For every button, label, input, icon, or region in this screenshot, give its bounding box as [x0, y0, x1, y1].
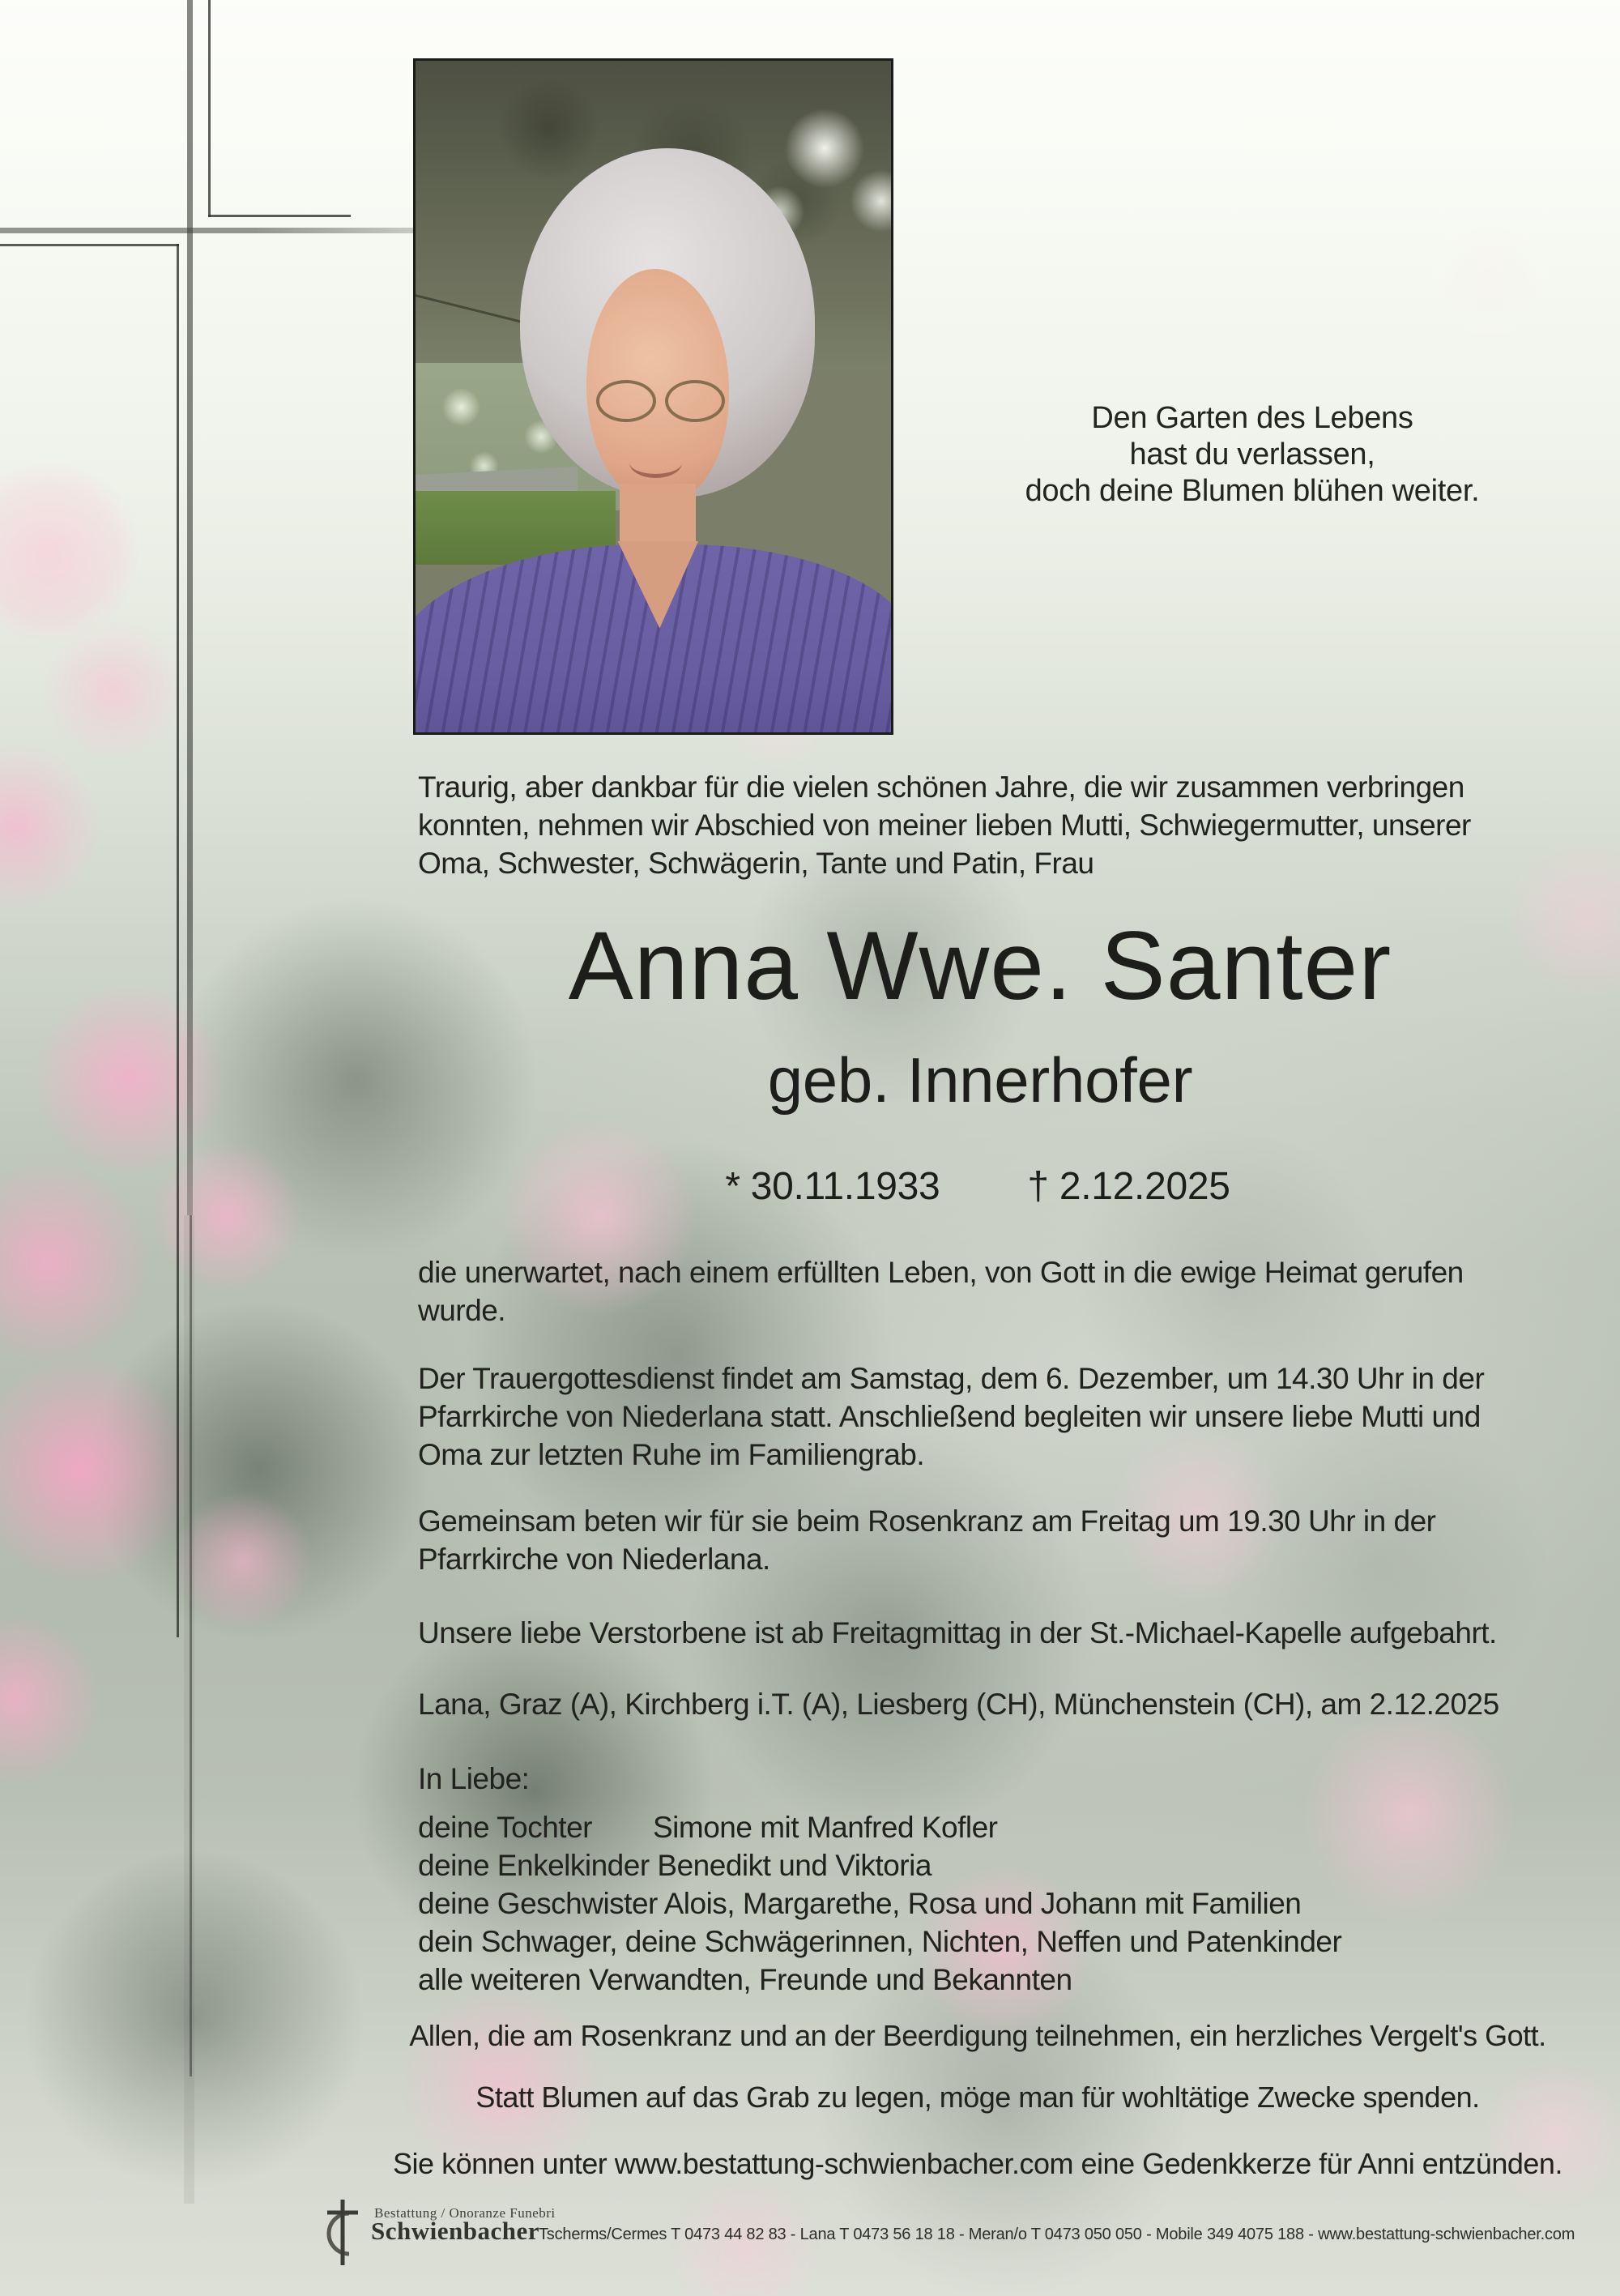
- cross-vertical-beam-tail: [190, 1215, 192, 2076]
- family-line-label: deine Tochter: [418, 1811, 592, 1844]
- note-donations: Statt Blumen auf das Grab zu legen, möge man für wohltätige Zwecke spenden.: [475, 2080, 1480, 2114]
- paragraph-called-home: die unerwartet, nach einem erfüllten Leben, von Gott in die ewige Heimat gerufen wurde.: [418, 1256, 1464, 1327]
- paragraph-rosary: Gemeinsam beten wir für sie beim Rosenkranz am Freitag um 19.30 Uhr in der Pfarrkirche von Niederlana.: [418, 1504, 1436, 1576]
- cross-corner-bottom-left-horizontal: [0, 244, 179, 246]
- family-line-daughter: [418, 1808, 1552, 1846]
- deceased-name: Anna Wwe. Santer: [568, 911, 1392, 1020]
- birth-date: * 30.11.1933: [725, 1165, 940, 1208]
- paragraph-chapel: Unsere liebe Verstorbene ist ab Freitagmittag in der St.-Michael-Kapelle aufgebahrt.: [418, 1616, 1497, 1649]
- verse-line-2: hast du verlassen,: [1129, 437, 1375, 472]
- photo-glasses-right-lens: [665, 380, 725, 422]
- verse-line-3: doch deine Blumen blühen weiter.: [1025, 474, 1480, 508]
- cross-corner-top-right-vertical: [208, 0, 211, 217]
- photo-glasses-left-lens: [596, 380, 656, 422]
- maiden-name: geb. Innerhofer: [767, 1044, 1193, 1116]
- note-memorial-candle: Sie können unter www.bestattung-schwienbacher.com eine Gedenkkerze für Anni entzünden.: [393, 2147, 1562, 2180]
- cross-corner-bottom-left-vertical: [177, 244, 179, 1637]
- cross-corner-top-right-horizontal: [208, 215, 351, 217]
- funeral-home-cross-icon: [309, 2197, 363, 2270]
- funeral-home-brand: Schwienbacher: [371, 2217, 539, 2245]
- family-line-siblings: deine Geschwister Alois, Margarethe, Rosa und Johann mit Familien: [418, 1887, 1302, 1920]
- salutation: In Liebe:: [418, 1762, 530, 1795]
- intro-paragraph: Traurig, aber dankbar für die vielen schönen Jahre, die wir zusammen verbringen konnten, nehmen wir Abschied von meiner lieben Mutti, Schwiegermutter, unserer Oma, Schwester, Schwägerin, Tante und Patin, Frau: [418, 770, 1471, 880]
- portrait-photo: [413, 58, 893, 735]
- photo-smile: [629, 447, 682, 478]
- cross-vertical-beam: [187, 0, 193, 1215]
- funeral-home-footer: [0, 2187, 1620, 2296]
- death-date: † 2.12.2025: [1027, 1165, 1230, 1208]
- funeral-home-contact: Tscherms/Cermes T 0473 44 82 83 - Lana T 0473 56 18 18 - Meran/o T 0473 050 050 - Mobile 349 4075 188 - www.bestattung-schwienbacher.com: [539, 2226, 1575, 2243]
- life-dates: [330, 1164, 1620, 1209]
- note-thanks: Allen, die am Rosenkranz und an der Beerdigung teilnehmen, ein herzliches Vergelt's Gott.: [409, 2019, 1546, 2052]
- family-line-grandchildren: deine Enkelkinder Benedikt und Viktoria: [418, 1849, 932, 1882]
- family-line-relatives: alle weiteren Verwandten, Freunde und Bekannten: [418, 1963, 1072, 1996]
- funeral-home-tagline: Bestattung / Onoranze Funebri: [374, 2205, 556, 2221]
- family-line-inlaws: dein Schwager, deine Schwägerinnen, Nichten, Neffen und Patenkinder: [418, 1925, 1342, 1958]
- memorial-verse: [928, 400, 1576, 510]
- paragraph-funeral-service: Der Trauergottesdienst findet am Samstag, dem 6. Dezember, um 14.30 Uhr in der Pfarrkirche von Niederlana statt. Anschließend begleiten wir unsere liebe Mutti und Oma zur letzten Ruhe im Familiengrab.: [418, 1362, 1485, 1471]
- family-list: [418, 1808, 1552, 1999]
- verse-line-1: Den Garten des Lebens: [1091, 401, 1413, 435]
- family-line-names: Simone mit Manfred Kofler: [653, 1811, 998, 1844]
- paragraph-places-date: Lana, Graz (A), Kirchberg i.T. (A), Liesberg (CH), Münchenstein (CH), am 2.12.2025: [418, 1688, 1499, 1721]
